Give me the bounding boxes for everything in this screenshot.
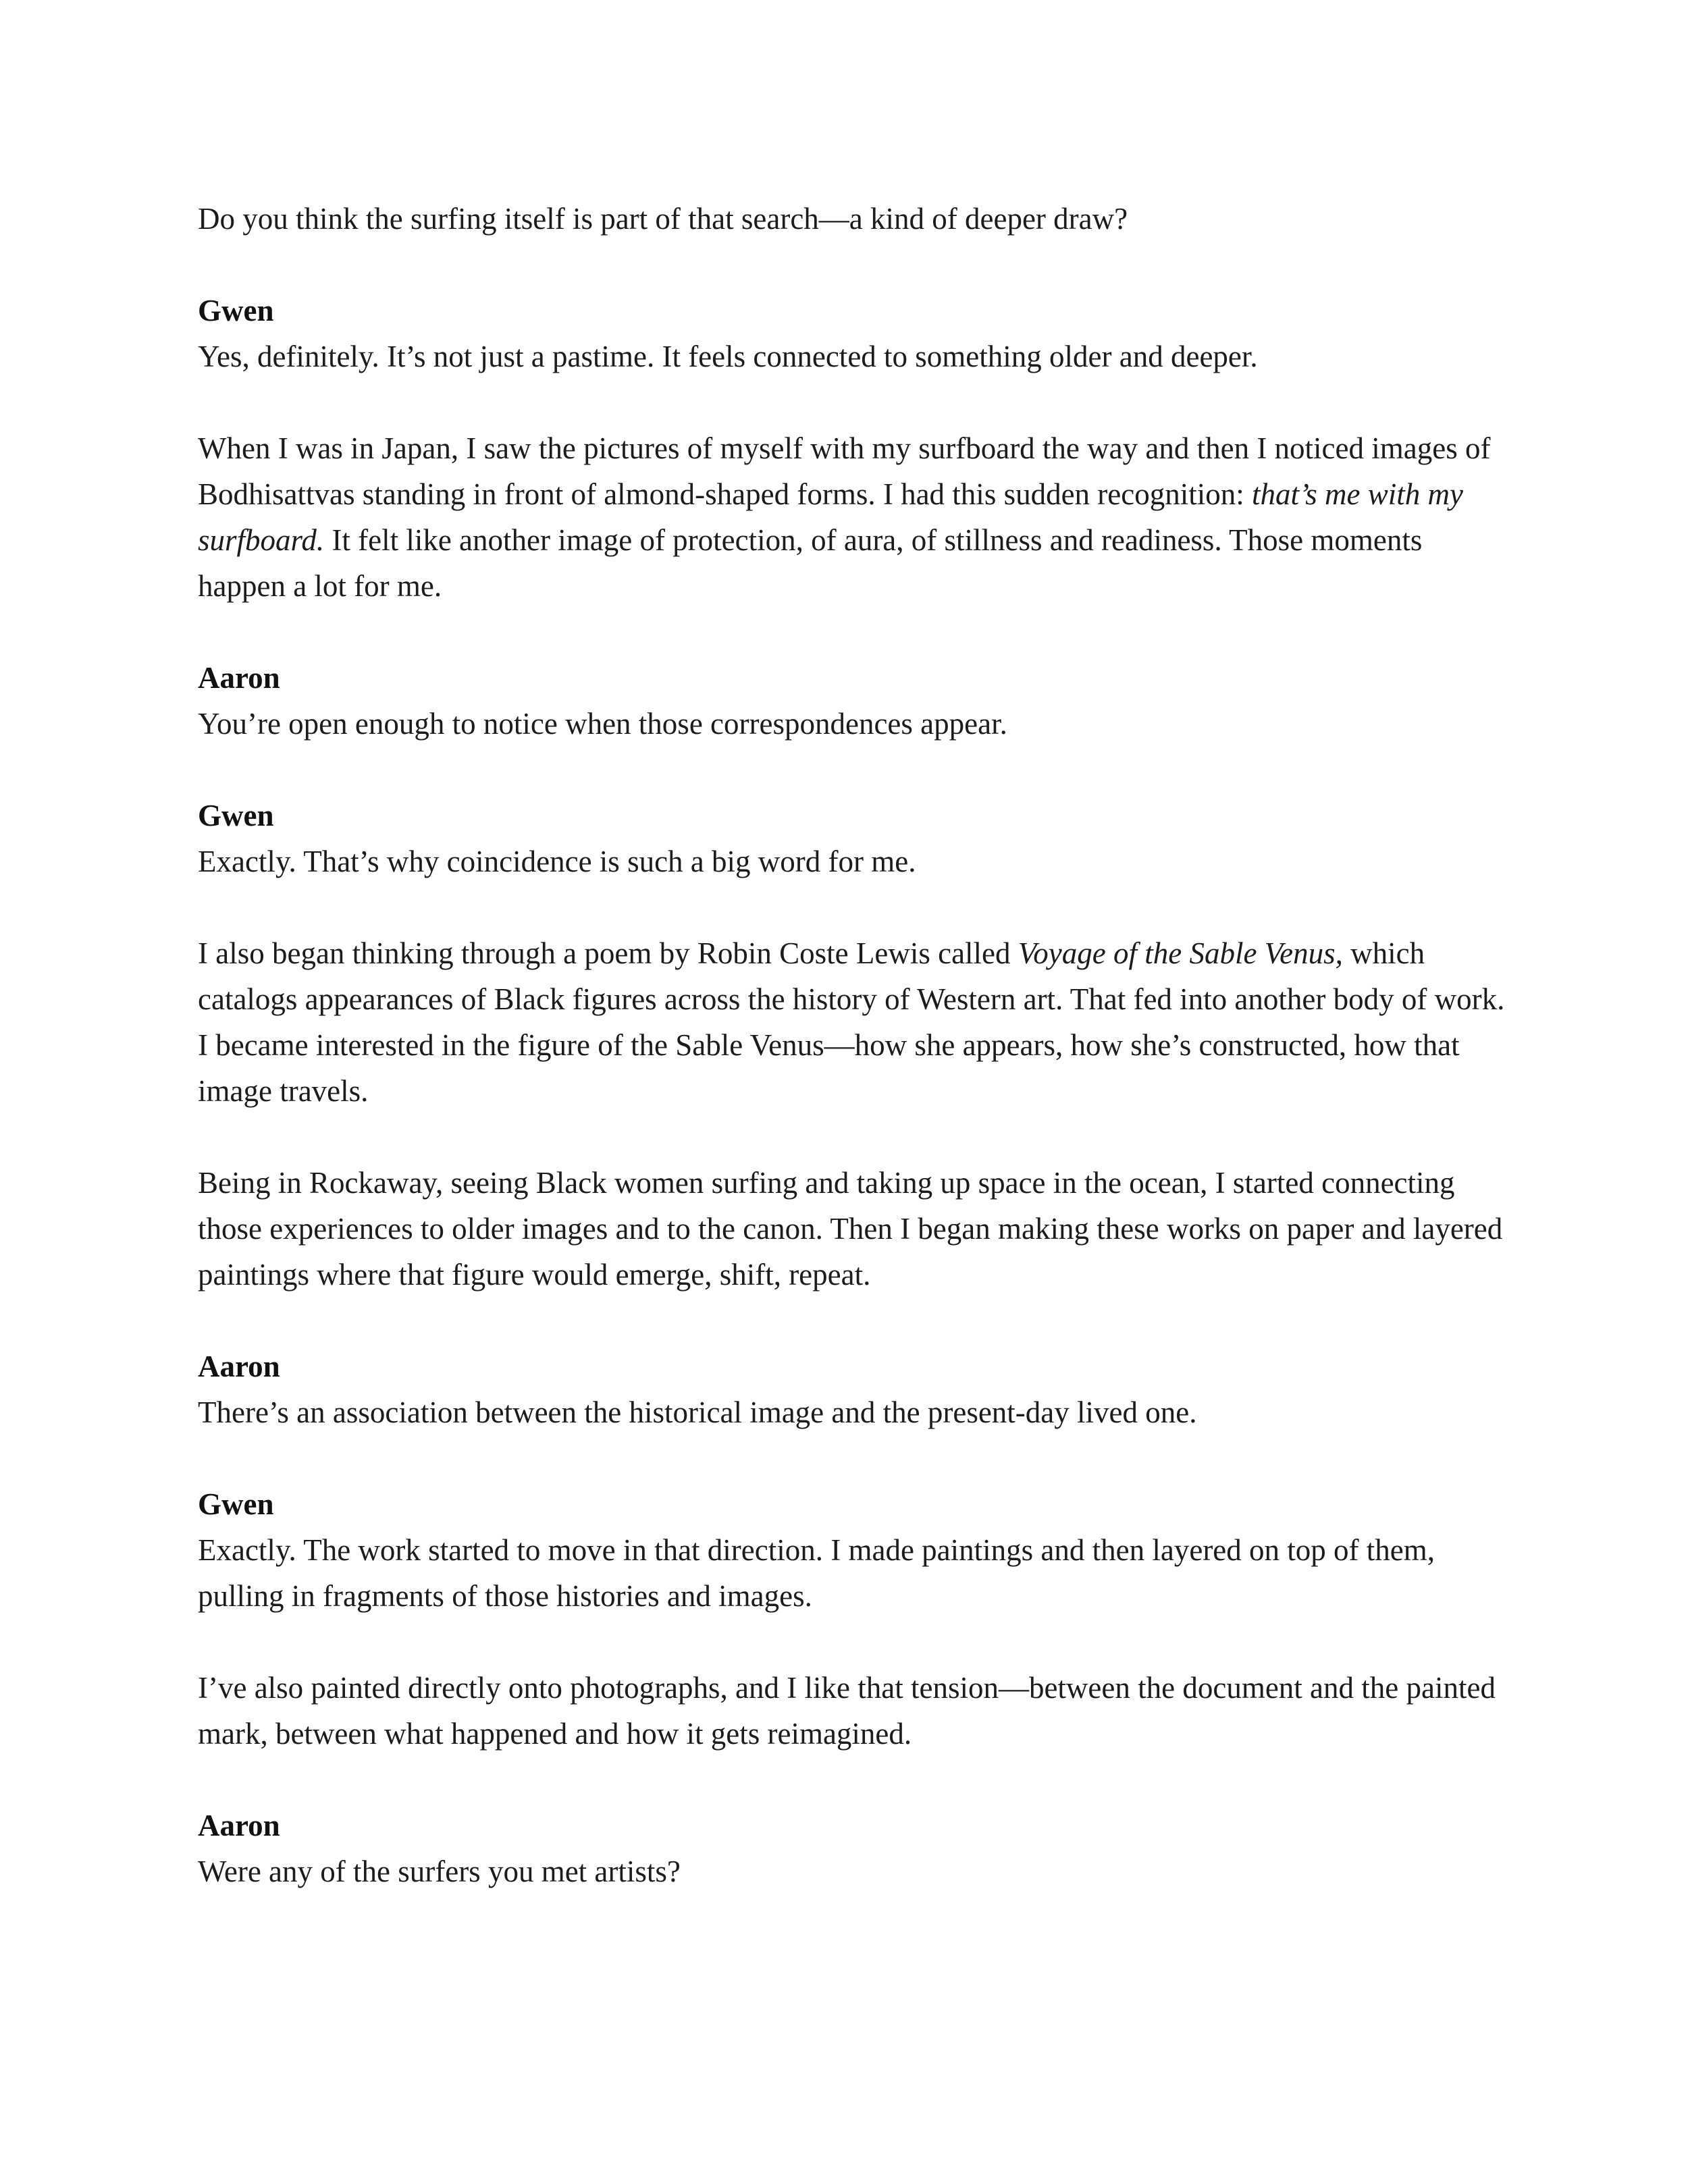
text-run: I also began thinking through a poem by Robin Coste Lewis called (198, 936, 1018, 970)
dialogue-text: Exactly. That’s why coincidence is such a big word for me. (198, 845, 916, 878)
dialogue-turn (198, 288, 1508, 379)
paragraph (198, 930, 1508, 1114)
dialogue-text: Exactly. The work started to move in that direction. I made paintings and then layered on top of them, pulling in fragments of those histories and images. (198, 1533, 1435, 1613)
paragraph-text: Do you think the surfing itself is part of that search—a kind of deeper draw? (198, 202, 1128, 236)
dialogue-turn (198, 1481, 1508, 1619)
dialogue-text: Were any of the surfers you met artists? (198, 1855, 681, 1888)
speaker-name: Gwen (198, 1487, 274, 1521)
dialogue-turn (198, 1803, 1508, 1894)
italic-title: Voyage of the Sable Venus, (1018, 936, 1343, 970)
paragraph-text: Being in Rockaway, seeing Black women surfing and taking up space in the ocean, I started connecting those experiences to older images and to the canon. Then I began making these works on paper and layered paintings where that figure would emerge, shift, repeat. (198, 1166, 1503, 1291)
italic-phrase: that’s me with my surfboard. (198, 477, 1463, 557)
speaker-name: Gwen (198, 799, 274, 832)
dialogue-turn (198, 793, 1508, 884)
paragraph (198, 196, 1508, 242)
paragraph-text (198, 425, 1508, 609)
document-page (198, 196, 1508, 1940)
text-run: which catalogs appearances of Black figures across the history of Western art. That fed into another body of work. I became interested in the figure of the Sable Venus—how she appears, how she’s constructed, how that image travels. (198, 936, 1505, 1108)
speaker-name: Gwen (198, 294, 274, 327)
speaker-name: Aaron (198, 1350, 280, 1383)
paragraph-text: I’ve also painted directly onto photographs, and I like that tension—between the document and the painted mark, between what happened and how it gets reimagined. (198, 1671, 1496, 1751)
text-run: When I was in Japan, I saw the pictures of myself with my surfboard the way and then I noticed images of Bodhisattvas standing in front of almond-shaped forms. I had this sudden recognition: (198, 431, 1491, 511)
speaker-name: Aaron (198, 661, 280, 695)
dialogue-text: There’s an association between the historical image and the present-day lived one. (198, 1395, 1197, 1429)
paragraph (198, 1665, 1508, 1757)
dialogue-text: You’re open enough to notice when those correspondences appear. (198, 707, 1007, 741)
paragraph-text (198, 930, 1508, 1114)
dialogue-turn (198, 1343, 1508, 1435)
paragraph (198, 425, 1508, 609)
speaker-name: Aaron (198, 1809, 280, 1842)
dialogue-turn (198, 655, 1508, 747)
text-run: It felt like another image of protection, of aura, of stillness and readiness. Those moments happen a lot for me. (198, 523, 1423, 603)
paragraph (198, 1160, 1508, 1298)
dialogue-text: Yes, definitely. It’s not just a pastime. It feels connected to something older and deeper. (198, 340, 1258, 373)
